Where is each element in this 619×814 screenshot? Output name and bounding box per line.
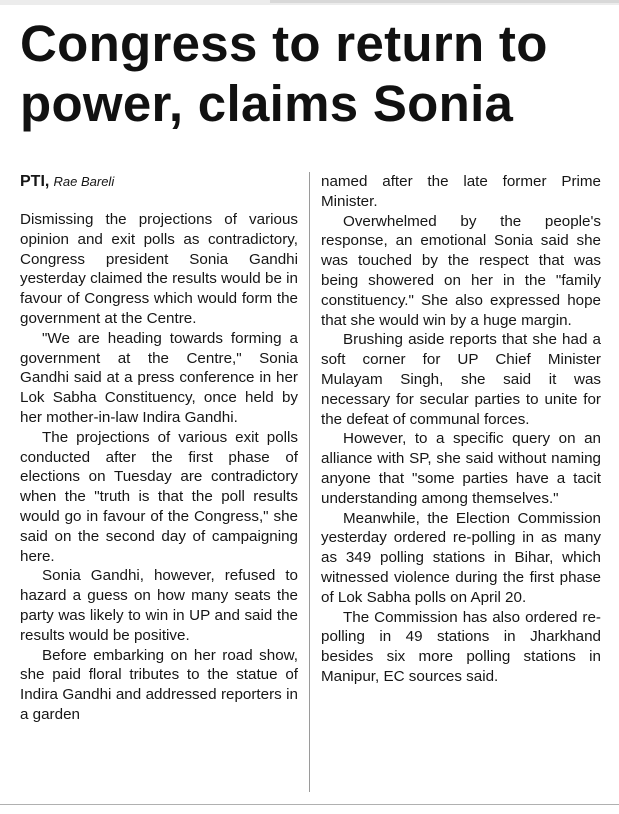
article-column-right xyxy=(321,172,601,687)
byline xyxy=(20,172,298,192)
headline xyxy=(20,14,615,134)
column-divider xyxy=(309,172,310,792)
headline-line-2: power, claims Sonia xyxy=(20,75,514,132)
paragraph: However, to a specific query on an alliance with SP, she said without naming anyone that "some parties have a tacit understanding among themselves." xyxy=(321,430,601,507)
paragraph: Meanwhile, the Election Commission yesterday ordered re-polling in as many as 349 polling stations in Bihar, which witnessed violence during the first phase of Lok Sabha polls on April 20. xyxy=(321,509,601,606)
paragraph: "We are heading towards forming a government at the Centre," Sonia Gandhi said at a press conference in her Lok Sabha Constituency, once held by her mother-in-law Indira Gandhi. xyxy=(20,329,298,426)
paragraph: Overwhelmed by the people's response, an emotional Sonia said she was touched by the respect that was being showered on her in the "family constituency." She also expressed hope that she would win by a huge margin. xyxy=(321,212,601,329)
byline-agency: PTI, xyxy=(20,173,50,190)
byline-place: Rae Bareli xyxy=(53,174,115,189)
paragraph: Dismissing the projections of various opinion and exit polls as contradictory, Congress president Sonia Gandhi yesterday claimed the results would be in favour of Congress which would form the government at the Centre. xyxy=(20,211,298,327)
paragraph: The Commission has also ordered re-polling in 49 stations in Jharkhand besides six more polling stations in Manipur, EC sources said. xyxy=(321,608,601,685)
paragraph: Brushing aside reports that she had a soft corner for UP Chief Minister Mulayam Singh, she said it was necessary for secular parties to unite for the defeat of communal forces. xyxy=(321,331,601,428)
bottom-border xyxy=(0,804,619,805)
article-column-left xyxy=(20,172,298,725)
headline-line-1: Congress to return to xyxy=(20,15,548,72)
paragraph: The projections of various exit polls conducted after the first phase of elections on Tuesday are contradictory when the "truth is that the poll results would go in favour of the Congress," she said on the second day of campaigning here. xyxy=(20,428,298,565)
paragraph: Before embarking on her road show, she paid floral tributes to the statue of Indira Gandhi and addressed reporters in a garden xyxy=(20,646,298,723)
top-border-accent xyxy=(270,0,619,3)
paragraph-continued: named after the late former Prime Minister. xyxy=(321,173,601,210)
paragraph: Sonia Gandhi, however, refused to hazard a guess on how many seats the party was likely to win in UP and said the results would be positive. xyxy=(20,567,298,644)
